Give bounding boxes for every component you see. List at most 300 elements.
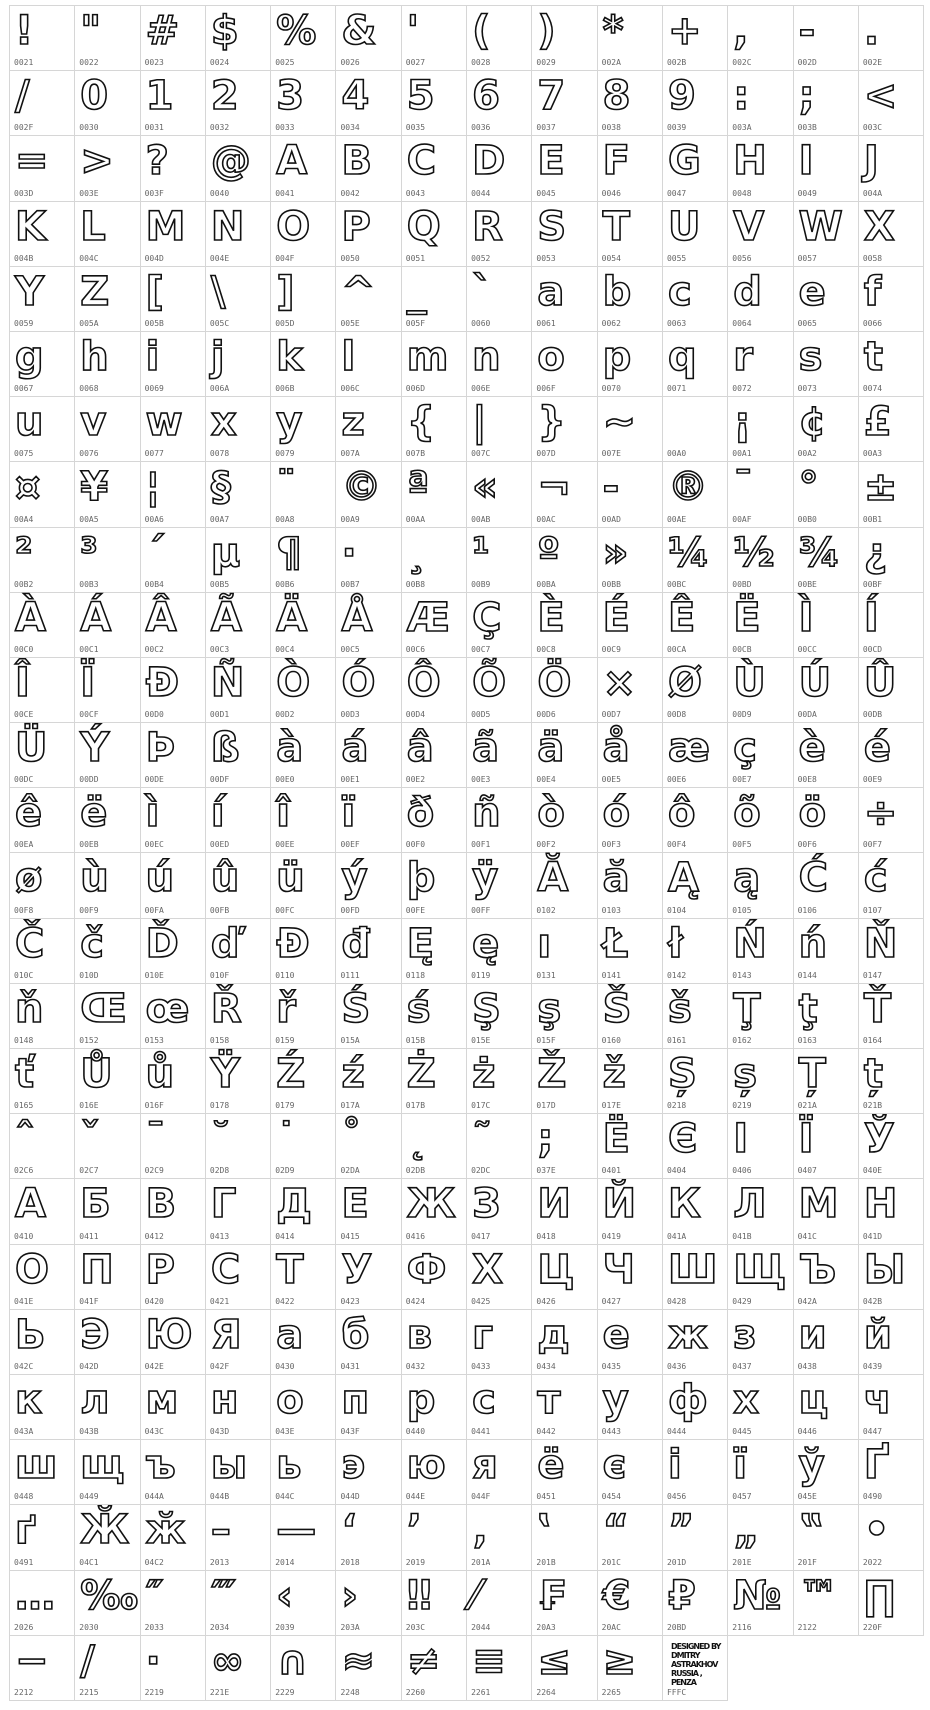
glyph-sample: = bbox=[15, 138, 48, 185]
codepoint-label: 005C bbox=[209, 318, 230, 328]
glyph-sample: D bbox=[472, 138, 505, 185]
codepoint-label: 0029 bbox=[536, 58, 556, 68]
glyph-sample: Е bbox=[341, 1181, 368, 1228]
glyph-sample: Ë bbox=[733, 594, 760, 641]
glyph-sample: ₽ bbox=[667, 1572, 695, 1619]
codepoint-label: 002B bbox=[666, 58, 687, 68]
glyph-cell bbox=[467, 593, 532, 658]
codepoint-label: 016F bbox=[144, 1101, 164, 1111]
codepoint-label: 0435 bbox=[601, 1361, 621, 1371]
glyph-sample: ≥ bbox=[602, 1637, 636, 1684]
glyph-cell bbox=[532, 788, 597, 853]
glyph-sample: ∩ bbox=[276, 1637, 308, 1684]
codepoint-label: 0415 bbox=[340, 1231, 360, 1241]
glyph-sample: ю bbox=[406, 1442, 445, 1489]
codepoint-label: 017E bbox=[601, 1101, 621, 1111]
glyph-sample: 9 bbox=[667, 73, 695, 120]
codepoint-label: 0441 bbox=[471, 1427, 491, 1437]
glyph-sample: T bbox=[602, 203, 629, 250]
glyph-cell bbox=[271, 1179, 336, 1244]
glyph-sample: Ț bbox=[798, 1051, 825, 1097]
codepoint-label: 00EE bbox=[275, 840, 295, 850]
glyph-cell bbox=[10, 984, 75, 1049]
glyph-sample: ç bbox=[733, 725, 756, 772]
glyph-sample: Ź bbox=[276, 1051, 305, 1097]
glyph-sample: Ф bbox=[406, 1246, 446, 1293]
glyph-cell bbox=[859, 593, 924, 658]
glyph-sample: ò bbox=[537, 790, 564, 837]
codepoint-label: 0042 bbox=[340, 188, 360, 198]
codepoint-label: 00DF bbox=[209, 775, 230, 785]
glyph-cell bbox=[663, 1114, 728, 1179]
codepoint-label: 221E bbox=[209, 1687, 230, 1697]
codepoint-label: 00FD bbox=[340, 905, 360, 915]
glyph-cell bbox=[10, 528, 75, 593]
glyph-cell bbox=[794, 332, 859, 397]
glyph-cell bbox=[402, 1310, 467, 1375]
glyph-sample: к bbox=[15, 1376, 42, 1423]
glyph-cell bbox=[402, 136, 467, 201]
glyph-cell bbox=[336, 593, 401, 658]
glyph-sample: C bbox=[406, 138, 436, 185]
codepoint-label: 02C9 bbox=[144, 1166, 164, 1176]
codepoint-label: 00C9 bbox=[601, 644, 621, 654]
codepoint-label: 015B bbox=[405, 1036, 426, 1045]
codepoint-label: 004F bbox=[275, 253, 295, 263]
glyph-cell bbox=[141, 1636, 206, 1701]
codepoint-label: 0058 bbox=[862, 253, 883, 263]
codepoint-label: 201F bbox=[797, 1557, 817, 1567]
codepoint-label: 042F bbox=[209, 1361, 230, 1371]
glyph-sample: Č bbox=[15, 920, 44, 967]
glyph-sample: ð bbox=[406, 790, 434, 837]
codepoint-label: 201C bbox=[601, 1557, 621, 1567]
codepoint-label: 0131 bbox=[536, 970, 556, 980]
glyph-sample: ; bbox=[798, 73, 814, 120]
codepoint-label: 00F8 bbox=[14, 905, 34, 915]
glyph-sample: R bbox=[472, 203, 502, 250]
codepoint-label: 00C7 bbox=[471, 644, 491, 654]
codepoint-label: 00B9 bbox=[471, 579, 491, 589]
glyph-cell bbox=[10, 1310, 75, 1375]
glyph-cell bbox=[532, 723, 597, 788]
glyph-sample: } bbox=[537, 399, 565, 446]
codepoint-label: 00FE bbox=[405, 905, 426, 915]
glyph-sample: U bbox=[667, 203, 700, 250]
codepoint-label: 007C bbox=[471, 449, 491, 459]
glyph-sample: Ń bbox=[733, 920, 766, 967]
glyph-cell bbox=[859, 723, 924, 788]
glyph-sample: Щ bbox=[733, 1246, 786, 1293]
glyph-cell bbox=[728, 723, 793, 788]
glyph-sample: р bbox=[406, 1376, 435, 1423]
glyph-cell bbox=[141, 1375, 206, 1440]
codepoint-label: 00C5 bbox=[340, 644, 360, 654]
glyph-cell bbox=[75, 1114, 140, 1179]
codepoint-label: 0061 bbox=[536, 318, 556, 328]
glyph-sample: ˚ bbox=[341, 1116, 361, 1163]
glyph-cell bbox=[532, 71, 597, 136]
glyph-cell bbox=[206, 1310, 271, 1375]
glyph-sample: ^ bbox=[341, 268, 374, 315]
glyph-cell bbox=[598, 658, 663, 723]
glyph-cell bbox=[10, 332, 75, 397]
glyph-cell bbox=[728, 1245, 793, 1310]
codepoint-label: 00BD bbox=[732, 579, 752, 589]
codepoint-label: 2022 bbox=[862, 1557, 883, 1567]
codepoint-label: 00A9 bbox=[340, 514, 360, 524]
glyph-sample: Ć bbox=[798, 855, 827, 902]
glyph-sample: ‘ bbox=[341, 1507, 356, 1554]
glyph-cell bbox=[532, 1571, 597, 1636]
codepoint-label: 00B7 bbox=[340, 579, 360, 589]
codepoint-label: 2033 bbox=[144, 1622, 164, 1632]
glyph-sample: Ô bbox=[406, 659, 440, 706]
glyph-sample: ` bbox=[472, 268, 492, 315]
glyph-sample: 6 bbox=[472, 73, 499, 120]
glyph-cell bbox=[10, 1114, 75, 1179]
glyph-cell bbox=[336, 462, 401, 527]
glyph-sample: ф bbox=[667, 1376, 707, 1423]
glyph-sample: P bbox=[341, 203, 370, 250]
codepoint-label: 0429 bbox=[732, 1296, 752, 1306]
codepoint-label: 00FF bbox=[471, 905, 491, 915]
glyph-cell bbox=[402, 397, 467, 462]
glyph-sample: э bbox=[341, 1442, 365, 1489]
glyph-cell bbox=[598, 1114, 663, 1179]
codepoint-label: 0118 bbox=[405, 970, 426, 980]
glyph-cell bbox=[402, 593, 467, 658]
glyph-sample: ~ bbox=[602, 399, 636, 446]
glyph-cell bbox=[10, 593, 75, 658]
glyph-sample: т bbox=[537, 1376, 560, 1423]
codepoint-label: 0056 bbox=[732, 253, 752, 263]
glyph-sample: ∙ bbox=[145, 1637, 160, 1684]
glyph-cell bbox=[859, 6, 924, 71]
glyph-sample: ¨ bbox=[276, 464, 296, 511]
glyph-sample: e bbox=[798, 268, 825, 315]
codepoint-label: 04C2 bbox=[144, 1557, 164, 1567]
glyph-cell bbox=[794, 1375, 859, 1440]
codepoint-label: 00F4 bbox=[666, 840, 687, 850]
codepoint-label: 0454 bbox=[601, 1492, 621, 1502]
glyph-cell bbox=[75, 1049, 140, 1114]
glyph-sample: í bbox=[210, 790, 224, 837]
codepoint-label: 010D bbox=[79, 970, 99, 980]
glyph-sample: ï bbox=[341, 790, 355, 837]
glyph-sample: ж bbox=[667, 1311, 707, 1358]
codepoint-label: 00E5 bbox=[601, 775, 621, 785]
glyph-sample: Ё bbox=[602, 1116, 629, 1163]
codepoint-label: 002A bbox=[601, 58, 621, 68]
glyph-cell bbox=[794, 202, 859, 267]
glyph-sample: „ bbox=[733, 1507, 759, 1554]
glyph-sample: [ bbox=[145, 268, 163, 315]
glyph-cell bbox=[75, 462, 140, 527]
codepoint-label: 00C0 bbox=[14, 644, 34, 654]
codepoint-label: 042C bbox=[14, 1361, 34, 1371]
glyph-sample: f bbox=[863, 268, 881, 315]
glyph-cell bbox=[728, 593, 793, 658]
glyph-cell bbox=[141, 1114, 206, 1179]
glyph-sample: О bbox=[15, 1246, 49, 1293]
glyph-sample: Х bbox=[472, 1246, 502, 1293]
glyph-sample: у bbox=[602, 1376, 628, 1423]
glyph-cell bbox=[141, 593, 206, 658]
glyph-sample: Д bbox=[276, 1181, 311, 1228]
glyph-cell bbox=[532, 853, 597, 918]
glyph-cell bbox=[402, 1440, 467, 1505]
glyph-sample: Ş bbox=[472, 985, 500, 1032]
glyph-cell bbox=[598, 202, 663, 267]
glyph-cell bbox=[336, 332, 401, 397]
glyph-cell bbox=[402, 853, 467, 918]
glyph-cell bbox=[728, 1114, 793, 1179]
glyph-cell bbox=[859, 136, 924, 201]
glyph-cell bbox=[402, 202, 467, 267]
codepoint-label: 007A bbox=[340, 449, 360, 459]
codepoint-label: 043B bbox=[79, 1427, 99, 1437]
glyph-sample: А bbox=[15, 1181, 45, 1228]
glyph-cell bbox=[532, 1049, 597, 1114]
codepoint-label: 00D0 bbox=[144, 710, 164, 720]
glyph-cell bbox=[728, 1440, 793, 1505]
glyph-sample: щ bbox=[80, 1442, 124, 1489]
codepoint-label: 0142 bbox=[666, 970, 687, 980]
glyph-cell bbox=[10, 1049, 75, 1114]
glyph-cell bbox=[728, 919, 793, 984]
glyph-cell bbox=[206, 71, 271, 136]
codepoint-label: 0055 bbox=[666, 253, 687, 263]
glyph-cell bbox=[206, 1049, 271, 1114]
codepoint-label: 044F bbox=[471, 1492, 491, 1502]
glyph-sample: q bbox=[667, 333, 696, 380]
glyph-sample: þ bbox=[406, 855, 435, 902]
codepoint-label: 00D1 bbox=[209, 710, 230, 720]
glyph-cell bbox=[598, 1179, 663, 1244]
glyph-cell bbox=[271, 658, 336, 723]
codepoint-label: 003F bbox=[144, 188, 164, 198]
glyph-sample: ё bbox=[537, 1442, 564, 1489]
codepoint-label: 015E bbox=[471, 1036, 491, 1045]
glyph-sample: 2 bbox=[210, 73, 238, 120]
codepoint-label: 0071 bbox=[666, 384, 687, 394]
glyph-cell bbox=[859, 332, 924, 397]
codepoint-label: 0445 bbox=[732, 1427, 752, 1437]
glyph-sample: ˜ bbox=[472, 1116, 492, 1163]
codepoint-label: 2019 bbox=[405, 1557, 426, 1567]
glyph-sample: ó bbox=[602, 790, 630, 837]
codepoint-label: 0431 bbox=[340, 1361, 360, 1371]
glyph-cell bbox=[141, 919, 206, 984]
glyph-cell bbox=[532, 6, 597, 71]
glyph-cell bbox=[532, 397, 597, 462]
codepoint-label: 2261 bbox=[471, 1687, 491, 1697]
glyph-sample: В bbox=[145, 1181, 176, 1228]
glyph-cell bbox=[467, 984, 532, 1049]
glyph-cell bbox=[10, 1375, 75, 1440]
glyph-cell bbox=[532, 919, 597, 984]
glyph-sample: H bbox=[733, 138, 766, 185]
glyph-sample: y bbox=[276, 399, 302, 446]
codepoint-label: 0039 bbox=[666, 123, 687, 133]
glyph-cell bbox=[141, 788, 206, 853]
glyph-sample: Ș bbox=[667, 1051, 696, 1097]
glyph-cell bbox=[859, 1505, 924, 1570]
glyph-sample: é bbox=[863, 725, 890, 772]
glyph-sample: ≠ bbox=[406, 1637, 440, 1684]
glyph-cell bbox=[336, 202, 401, 267]
glyph-sample: Z bbox=[80, 268, 109, 315]
glyph-cell bbox=[532, 1505, 597, 1570]
codepoint-label: 2039 bbox=[275, 1622, 295, 1632]
codepoint-label: 0416 bbox=[405, 1231, 426, 1241]
glyph-sample: Æ bbox=[406, 594, 450, 641]
glyph-cell bbox=[75, 6, 140, 71]
glyph-sample: ] bbox=[276, 268, 294, 315]
codepoint-label: 00A7 bbox=[209, 514, 230, 524]
glyph-sample: ; bbox=[537, 1116, 553, 1163]
glyph-sample: Ø bbox=[667, 659, 701, 706]
glyph-cell bbox=[141, 984, 206, 1049]
glyph-sample: ? bbox=[145, 138, 168, 185]
glyph-sample: ź bbox=[341, 1051, 364, 1097]
codepoint-label: 00F2 bbox=[536, 840, 556, 850]
glyph-cell bbox=[532, 1179, 597, 1244]
glyph-sample: ∕ bbox=[80, 1637, 94, 1684]
codepoint-label: 00DD bbox=[79, 775, 99, 785]
codepoint-label: 0028 bbox=[471, 58, 491, 68]
glyph-cell bbox=[794, 853, 859, 918]
glyph-sample: ˉ bbox=[145, 1116, 165, 1163]
glyph-cell bbox=[467, 202, 532, 267]
glyph-cell bbox=[10, 1636, 75, 1701]
glyph-cell bbox=[10, 658, 75, 723]
glyph-cell bbox=[336, 6, 401, 71]
glyph-sample: ь bbox=[276, 1442, 301, 1489]
codepoint-label: 0404 bbox=[666, 1166, 687, 1176]
glyph-cell bbox=[467, 6, 532, 71]
glyph-sample: m bbox=[406, 333, 448, 380]
glyph-cell bbox=[271, 71, 336, 136]
glyph-sample: ¤ bbox=[15, 464, 40, 511]
glyph-sample: ÷ bbox=[863, 790, 897, 837]
glyph-sample: i bbox=[145, 333, 159, 380]
codepoint-label: 00B0 bbox=[797, 514, 817, 524]
codepoint-label: 0052 bbox=[471, 253, 491, 263]
codepoint-label: 00CB bbox=[732, 644, 752, 654]
codepoint-label: 0444 bbox=[666, 1427, 687, 1437]
glyph-cell bbox=[859, 658, 924, 723]
glyph-cell bbox=[663, 6, 728, 71]
glyph-cell bbox=[141, 1440, 206, 1505]
glyph-sample: Ò bbox=[276, 659, 310, 706]
glyph-cell bbox=[141, 1571, 206, 1636]
glyph-sample: Э bbox=[80, 1311, 109, 1358]
glyph-cell bbox=[859, 462, 924, 527]
codepoint-label: 0021 bbox=[14, 58, 34, 68]
glyph-cell bbox=[859, 71, 924, 136]
glyph-cell bbox=[402, 528, 467, 593]
glyph-sample: ' bbox=[406, 8, 419, 54]
glyph-cell bbox=[271, 984, 336, 1049]
glyph-cell bbox=[206, 1505, 271, 1570]
glyph-sample: Š bbox=[602, 985, 631, 1032]
glyph-sample: d bbox=[733, 268, 761, 315]
glyph-sample: î bbox=[276, 790, 289, 837]
glyph-sample: ² bbox=[15, 529, 32, 576]
codepoint-label: 041C bbox=[797, 1231, 817, 1241]
glyph-sample: ë bbox=[80, 790, 107, 837]
codepoint-label: 00F6 bbox=[797, 840, 817, 850]
codepoint-label: 0078 bbox=[209, 449, 230, 459]
codepoint-label: 00EA bbox=[14, 840, 34, 850]
glyph-cell bbox=[271, 1505, 336, 1570]
glyph-cell bbox=[663, 593, 728, 658]
glyph-cell bbox=[336, 1245, 401, 1310]
codepoint-label: 00DC bbox=[14, 775, 34, 785]
codepoint-label: 0420 bbox=[144, 1296, 164, 1306]
codepoint-label: 010E bbox=[144, 970, 164, 980]
glyph-sample: ч bbox=[863, 1376, 891, 1423]
glyph-cell bbox=[75, 1310, 140, 1375]
glyph-cell bbox=[75, 1505, 140, 1570]
glyph-cell bbox=[336, 658, 401, 723]
glyph-sample: ¥ bbox=[80, 464, 108, 511]
glyph-sample: о bbox=[276, 1376, 303, 1423]
glyph-cell bbox=[141, 136, 206, 201]
glyph-cell bbox=[467, 528, 532, 593]
codepoint-label: 042A bbox=[797, 1296, 817, 1306]
glyph-sample: À bbox=[15, 594, 45, 641]
codepoint-label: 00AB bbox=[471, 514, 491, 524]
glyph-cell bbox=[271, 1636, 336, 1701]
codepoint-label: 0159 bbox=[275, 1036, 295, 1045]
codepoint-label: 0110 bbox=[275, 970, 295, 980]
glyph-cell bbox=[663, 1636, 728, 1701]
glyph-sample: Ú bbox=[798, 659, 831, 706]
codepoint-label: 00A0 bbox=[666, 449, 687, 459]
codepoint-label: 2260 bbox=[405, 1687, 426, 1697]
codepoint-label: 0433 bbox=[471, 1361, 491, 1371]
glyph-sample: Á bbox=[80, 594, 111, 641]
codepoint-label: 00A4 bbox=[14, 514, 34, 524]
glyph-sample: ˇ bbox=[80, 1116, 100, 1163]
glyph-sample: - bbox=[602, 464, 619, 511]
codepoint-label: 00EB bbox=[79, 840, 99, 850]
glyph-sample: ¶ bbox=[276, 529, 301, 576]
glyph-cell bbox=[794, 1310, 859, 1375]
glyph-cell bbox=[598, 332, 663, 397]
glyph-cell bbox=[336, 984, 401, 1049]
glyph-sample: Û bbox=[863, 659, 896, 706]
glyph-cell bbox=[141, 1179, 206, 1244]
codepoint-label: 0162 bbox=[732, 1036, 752, 1045]
glyph-sample: ≈ bbox=[341, 1637, 374, 1684]
glyph-cell bbox=[402, 462, 467, 527]
glyph-sample: È bbox=[537, 594, 564, 641]
codepoint-label: 2018 bbox=[340, 1557, 360, 1567]
glyph-sample: ı bbox=[537, 920, 551, 967]
glyph-sample: ď bbox=[210, 920, 239, 967]
glyph-sample: ł bbox=[667, 920, 682, 967]
codepoint-label: 0027 bbox=[405, 58, 426, 68]
glyph-sample: ˆ bbox=[15, 1116, 34, 1163]
glyph-cell bbox=[10, 1179, 75, 1244]
glyph-sample: Ü bbox=[15, 725, 47, 772]
glyph-sample: Q bbox=[406, 203, 440, 250]
glyph-sample: A bbox=[276, 138, 307, 185]
